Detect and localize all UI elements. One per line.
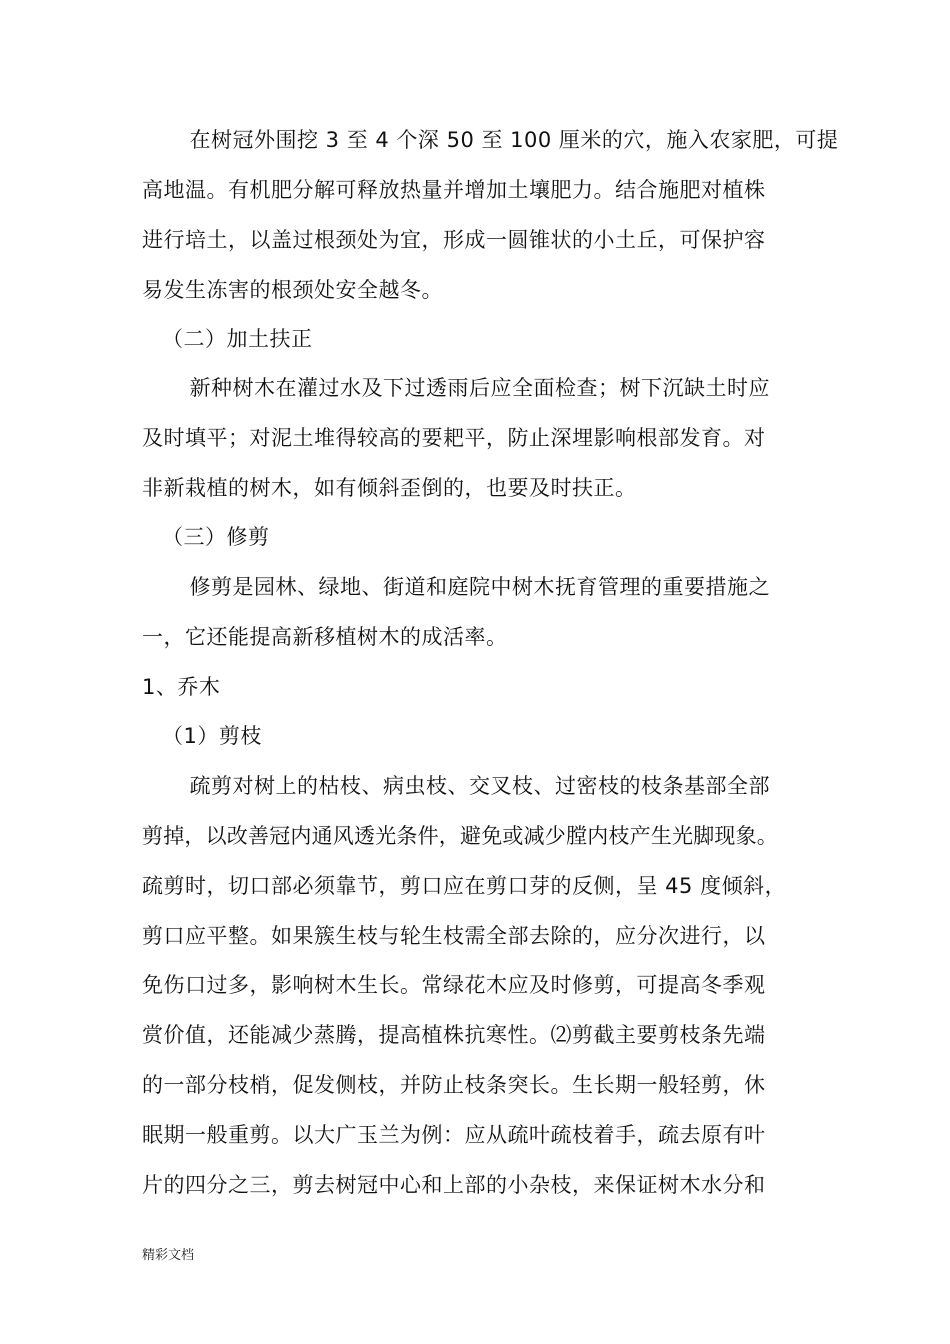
text-line: 的一部分枝梢，促发侧枝，并防止枝条突长。生长期一般轻剪，休 bbox=[142, 1073, 766, 1097]
page-footer: 精彩文档 bbox=[142, 1248, 195, 1263]
section-heading: （三）修剪 bbox=[162, 525, 270, 549]
text-line: 眠期一般重剪。以大广玉兰为例：应从疏叶疏枝着手，疏去原有叶 bbox=[142, 1123, 766, 1147]
text-line: 疏剪时，切口部必须靠节，剪口应在剪口芽的反侧，呈 45 度倾斜， bbox=[142, 874, 787, 898]
text-line: 剪掉，以改善冠内通风透光条件，避免或减少膛内枝产生光脚现象。 bbox=[142, 824, 778, 848]
section-heading: （二）加土扶正 bbox=[162, 327, 313, 351]
text-line: 高地温。有机肥分解可释放热量并增加土壤肥力。结合施肥对植株 bbox=[142, 178, 766, 202]
text-line: 非新栽植的树木，如有倾斜歪倒的，也要及时扶正。 bbox=[142, 476, 637, 500]
text-line: 新种树木在灌过水及下过透雨后应全面检查；树下沉缺土时应 bbox=[168, 376, 770, 400]
text-line: 赏价值，还能减少蒸腾，提高植株抗寒性。⑵剪截主要剪枝条先端 bbox=[142, 1023, 766, 1047]
text-line: 在树冠外围挖 3 至 4 个深 50 至 100 厘米的穴，施入农家肥，可提 bbox=[168, 128, 839, 152]
subsection-heading: 1、乔木 bbox=[142, 675, 221, 699]
text-line: 修剪是园林、绿地、街道和庭院中树木抚育管理的重要措施之 bbox=[168, 575, 770, 599]
text-line: 剪口应平整。如果簇生枝与轮生枝需全部去除的，应分次进行，以 bbox=[142, 924, 766, 948]
text-line: 进行培土，以盖过根颈处为宜，形成一圆锥状的小土丘，可保护容 bbox=[142, 228, 766, 252]
text-line: 片的四分之三，剪去树冠中心和上部的小杂枝，来保证树木水分和 bbox=[142, 1173, 766, 1197]
text-line: 及时填平；对泥土堆得较高的要耙平，防止深埋影响根部发育。对 bbox=[142, 426, 766, 450]
text-line: 免伤口过多，影响树木生长。常绿花木应及时修剪，可提高冬季观 bbox=[142, 973, 766, 997]
text-line: 易发生冻害的根颈处安全越冬。 bbox=[142, 278, 443, 302]
text-line: 疏剪对树上的枯枝、病虫枝、交叉枝、过密枝的枝条基部全部 bbox=[168, 774, 770, 798]
text-line: 一，它还能提高新移植树木的成活率。 bbox=[142, 625, 508, 649]
subsection-heading: （1）剪枝 bbox=[162, 724, 262, 748]
